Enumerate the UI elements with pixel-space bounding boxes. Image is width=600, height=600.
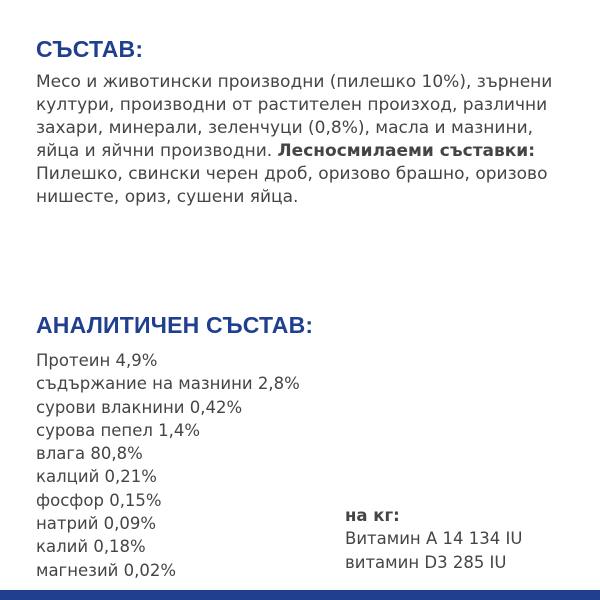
per-kg-item: Витамин А 14 134 IU: [345, 529, 523, 549]
analytic-item: калий 0,18%: [36, 537, 146, 557]
analytic-item: калций 0,21%: [36, 467, 157, 487]
bottom-bar: [0, 590, 600, 600]
analytic-item: съдържание на мазнини 2,8%: [36, 374, 300, 394]
analytic-heading: АНАЛИТИЧЕН СЪСТАВ:: [36, 312, 314, 338]
analytic-item: сурови влакнини 0,42%: [36, 397, 243, 417]
analytic-item: сурова пепел 1,4%: [36, 420, 201, 440]
per-kg-item: витамин D3 285 IU: [345, 552, 507, 572]
digestible-ingredients-text: Пилешко, свински черен дроб, оризово брашно, оризово нишесте, ориз, сушени яйца.: [36, 164, 548, 207]
analytic-item: натрий 0,09%: [36, 514, 157, 534]
composition-text-block: [36, 71, 581, 209]
composition-heading: СЪСТАВ:: [36, 36, 144, 62]
analytic-item: магнезий 0,02%: [36, 560, 177, 580]
analytic-item: влага 80,8%: [36, 444, 143, 464]
analytic-item: фосфор 0,15%: [36, 490, 162, 510]
per-kg-block: [345, 504, 522, 574]
analytic-item: Протеин 4,9%: [36, 351, 158, 370]
digestible-ingredients-label: Лесносмилаеми съставки:: [277, 141, 536, 161]
per-kg-title: на кг:: [345, 506, 400, 525]
analytic-list: [36, 349, 300, 582]
composition-text: Месо и животински производни (пилешко 10%), зърнени култури, производни от растителен произход, различни захари, минерали, зеленчуци (0,8%), масла и мазнини, яйца и яйчни производни.: [36, 72, 553, 161]
